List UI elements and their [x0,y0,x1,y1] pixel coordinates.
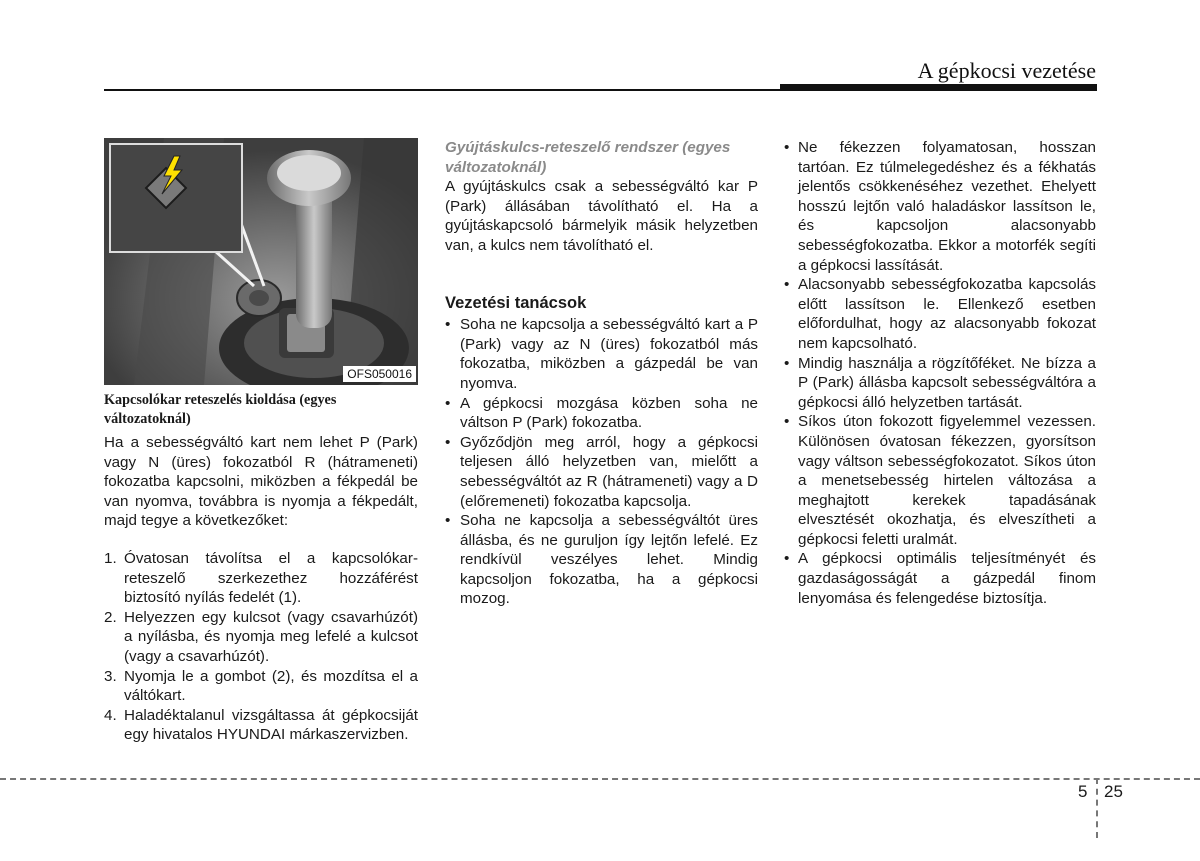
driving-tips-list-continued [784,138,1096,608]
bullet-text: Soha ne kapcsolja a sebességváltó kart a P (Park) vagy az N (üres) fokozatból más fokozatba, miközben a gázpedál be van nyomva. [460,316,758,392]
step-number: 1. [104,549,117,567]
column-left [104,138,418,745]
page-number: 25 [1104,782,1123,801]
list-item [104,667,418,706]
step-number: 3. [104,667,117,685]
column-middle [445,138,758,609]
step-text: Helyezzen egy kulcsot (vagy csavarhúzót) a nyílásba, és nyomja meg lefelé a kulcsot (vagy a csavarhúzót). [124,608,418,665]
list-item [784,412,1096,549]
step-text: Óvatosan távolítsa el a kapcsolókar-reteszelő szerkezethez hozzáférést biztosító nyílás fedelét (1). [124,549,418,607]
bullet-text: A gépkocsi mozgása közben soha ne váltson P (Park) fokozatba. [460,394,758,432]
bullet-text: Soha ne kapcsolja a sebességváltót üres állásba, és ne guruljon így lejtőn lefelé. Ez rendkívül veszélyes lehet. Mindig kapcsoljon fokozatba, ha a gépkocsi mozog. [460,512,758,608]
bullet-text: A gépkocsi optimális teljesítményét és gazdaságosságát a gázpedál finom lenyomása és felengedése biztosítja. [798,550,1096,607]
bullet-icon: • [445,394,451,412]
driving-tips-list [445,315,758,609]
bullet-icon: • [445,316,451,334]
bullet-text: Síkos úton fokozott figyelemmel vezessen. Különösen óvatosan fékezzen, gyorsítson vagy váltson sebességfokozatot. Síkos úton a menetsebesség hirtelen változása a meghajtott kerekek tapadásának elvesztését okozhatja, és elveszítheti a gépkocsi feletti uralmát. [798,413,1096,548]
list-item [445,315,758,393]
bullet-text: Ne fékezzen folyamatosan, hosszan tartóan. Ez túlmelegedéshez és a fékhatás jelentős csökkenéséhez vezethet. Ehelyett hosszú lejtőn való haladáskor lassítson le, és kapcsoljon alacsonyabb sebességfokozatba. Ekkor a motorfék segíti a gépkocsi lassítását. [798,139,1096,274]
bullet-icon: • [784,354,790,372]
bullet-icon: • [445,512,451,530]
key-lock-paragraph: A gyújtáskulcs csak a sebességváltó kar P (Park) állásában távolítható el. Ha a gyújtáskapcsoló bármelyik másik helyzetben van, a kulcs nem távolítható el. [445,178,758,254]
list-item [104,549,418,608]
page-header-title: A gépkocsi vezetése [917,58,1096,83]
intro-paragraph: Ha a sebességváltó kart nem lehet P (Park) vagy N (üres) fokozatból R (hátrameneti) fokozatba kapcsolni, miközben a fékpedál be van nyomva, továbbra is nyomja a fékpedált, majd tegye a következőket: [104,434,418,530]
column-right [784,138,1096,608]
header-rule-accent [780,84,1097,91]
list-item [784,138,1096,275]
figure-code-label: OFS050016 [343,366,416,382]
list-item [445,433,758,511]
list-item [784,549,1096,608]
list-item [104,706,418,745]
step-number: 4. [104,706,117,724]
bullet-icon: • [445,433,451,451]
footer-rule [0,778,1200,780]
bullet-icon: • [784,550,790,568]
shift-lock-figure [104,138,418,385]
step-text: Haladéktalanul vizsgáltassa át gépkocsiját egy hivatalos HYUNDAI márkaszervizben. [124,706,418,744]
procedure-steps [104,549,418,745]
bullet-icon: • [784,276,790,294]
list-item [784,275,1096,353]
bullet-icon: • [784,139,790,156]
list-item [104,608,418,667]
list-item [445,511,758,609]
figure-caption: Kapcsolókar reteszelés kioldása (egyes változatoknál) [104,392,337,427]
list-item [784,354,1096,413]
section-heading: Vezetési tanácsok [445,293,587,312]
bullet-icon: • [784,413,790,431]
gear-shifter-illustration [104,138,418,385]
list-item [445,394,758,433]
footer-page-divider [1096,778,1098,838]
chapter-number: 5 [1078,782,1088,801]
step-text: Nyomja le a gombot (2), és mozdítsa el a váltókart. [124,667,418,705]
step-number: 2. [104,608,117,626]
bullet-text: Mindig használja a rögzítőféket. Ne bízza a P (Park) állásba kapcsolt sebességváltóra a gépkocsi álló helyzetben tartását. [798,354,1096,411]
bullet-text: Győződjön meg arról, hogy a gépkocsi teljesen álló helyzetben van, mielőtt a sebességváltót az R (hátrameneti) vagy a D (előremeneti) fokozatba kapcsolja. [460,433,758,510]
section-subheading: Gyújtáskulcs-reteszelő rendszer (egyes változatoknál) [445,139,731,176]
bullet-text: Alacsonyabb sebességfokozatba kapcsolás előtt lassítson le. Ellenkező esetben előfordulhat, hogy az alacsonyabb fokozat nem kapcsolható. [798,276,1096,352]
